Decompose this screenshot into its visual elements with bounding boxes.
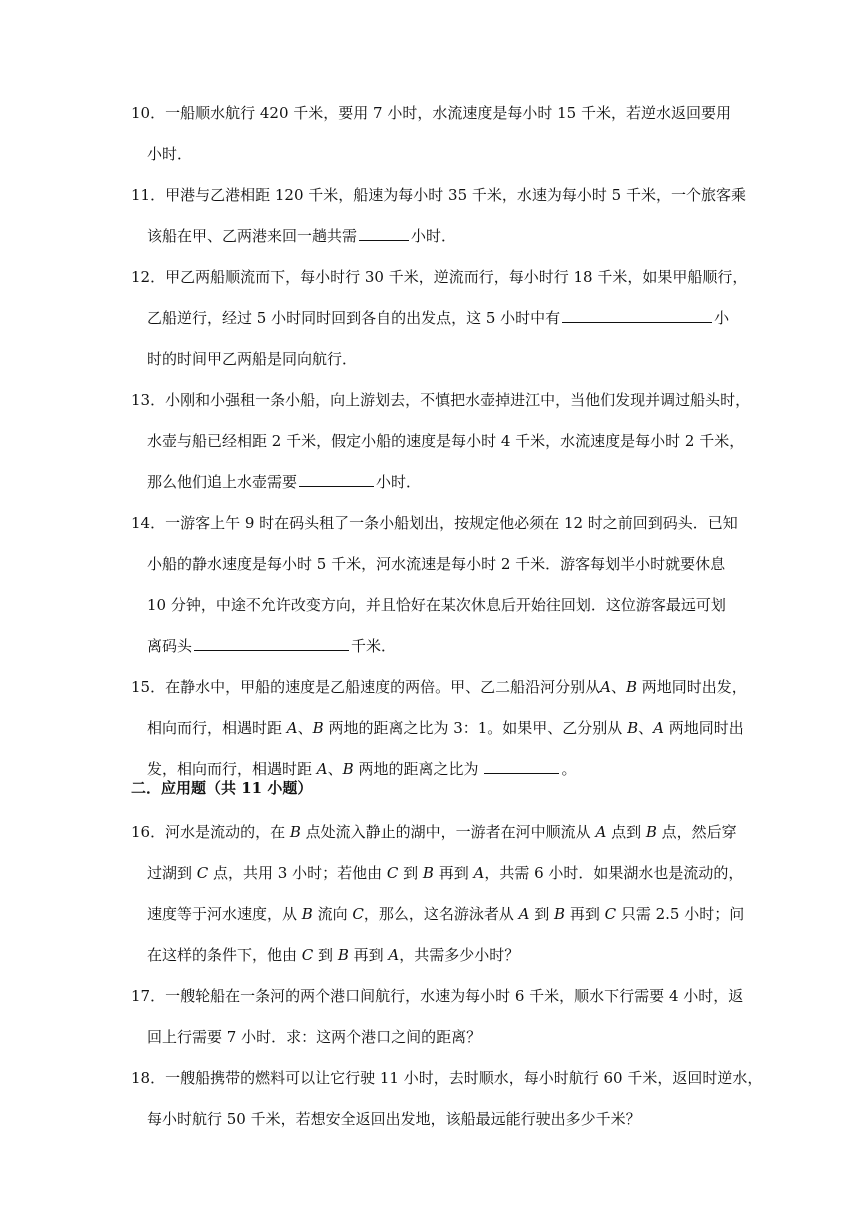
point-label: B <box>312 719 324 737</box>
question-text: 过湖到 <box>147 864 197 882</box>
point-label: B <box>422 864 434 882</box>
question-text: 在这样的条件下，他由 <box>147 946 302 964</box>
question-text: 点到 <box>606 823 646 841</box>
question-text: 、 <box>327 760 343 778</box>
question-text: 相向而行，相遇时距 <box>147 719 287 737</box>
point-label: B <box>625 678 637 696</box>
question-text: 小 <box>714 309 730 327</box>
point-label: B <box>289 823 301 841</box>
question-text: 乙船逆行，经过 5 小时同时回到各自的出发点，这 5 小时中有 <box>147 309 561 327</box>
question-18 <box>131 1058 763 1140</box>
question-text: 千米． <box>351 637 397 655</box>
question-text: 一游客上午 9 时在码头租了一条小船划出，按规定他必须在 12 时之前回到码头．已知 <box>165 514 738 532</box>
question-text: 那么他们追上水壶需要 <box>147 473 298 491</box>
question-text: 小刚和小强租一条小船，向上游划去，不慎把水壶掉进江中，当他们发现并调过船头时， <box>165 391 751 409</box>
answer-blank[interactable] <box>194 635 349 651</box>
point-label: B <box>645 823 657 841</box>
point-label: B <box>337 946 349 964</box>
question-14 <box>131 503 738 667</box>
question-text: 再到 <box>348 946 389 964</box>
question-number: 17． <box>131 987 166 1005</box>
question-text: 甲乙两船顺流而下，每小时行 30 千米，逆流而行，每小时行 18 千米，如果甲船顺行， <box>165 268 748 286</box>
point-label: B <box>301 905 313 923</box>
question-text: 到 <box>398 864 423 882</box>
point-label: A <box>286 719 298 737</box>
point-label: A <box>388 946 400 964</box>
point-label: A <box>653 719 664 737</box>
question-text: 点处流入静止的湖中，一游者在河中顺流从 <box>300 823 596 841</box>
question-text: 流向 <box>312 905 353 923</box>
question-text: 只需 2.5 小时；问 <box>616 905 745 923</box>
answer-blank[interactable] <box>359 225 409 241</box>
point-label: C <box>604 905 617 923</box>
question-13 <box>131 380 751 503</box>
point-label: C <box>386 864 399 882</box>
question-text: 发，相向而行，相遇时距 <box>147 760 317 778</box>
question-text: 再到 <box>433 864 474 882</box>
question-11 <box>131 175 746 257</box>
question-text: 该船在甲、乙两港来回一趟共需 <box>147 227 358 245</box>
question-number: 14． <box>131 514 166 532</box>
point-label: A <box>595 823 607 841</box>
question-number: 16． <box>131 823 166 841</box>
question-text: 河水是流动的，在 <box>165 823 290 841</box>
question-text: ，共需 6 小时．如果湖水也是流动的， <box>484 864 744 882</box>
point-label: B <box>342 760 354 778</box>
question-text: 回上行需要 7 小时．求：这两个港口之间的距离？ <box>147 1028 482 1046</box>
section-title: 二．应用题（共 11 小题） <box>131 779 313 797</box>
question-number: 12． <box>131 268 166 286</box>
question-number: 15． <box>131 678 166 696</box>
question-text: 点，然后穿 <box>656 823 737 841</box>
question-text: 两地的距离之比为 3：1。如果甲、乙分别从 <box>323 719 628 737</box>
question-text: 小时． <box>411 227 457 245</box>
question-text: 一艘轮船在一条河的两个港口间航行，水速为每小时 6 千米，顺水下行需要 4 小时，返 <box>165 987 744 1005</box>
question-16 <box>131 812 745 976</box>
question-text: ，那么，这名游泳者从 <box>363 905 519 923</box>
answer-blank[interactable] <box>562 307 712 323</box>
question-text: 10 分钟，中途不允许改变方向，并且恰好在某次休息后开始往回划．这位游客最远可划 <box>147 596 726 614</box>
question-text: 一艘船携带的燃料可以让它行驶 11 小时，去时顺水，每小时航行 60 千米，返回时逆水， <box>165 1069 763 1087</box>
question-text: 甲港与乙港相距 120 千米，船速为每小时 35 千米，水速为每小时 5 千米，一个旅客乘 <box>165 186 746 204</box>
point-label: A <box>600 678 611 696</box>
question-text: 时的时间甲乙两船是同向航行． <box>147 350 358 368</box>
question-text: 一船顺水航行 420 千米，要用 7 小时，水流速度是每小时 15 千米，若逆水返回要用 <box>165 104 731 122</box>
question-text: 、 <box>297 719 313 737</box>
point-label: A <box>518 905 530 923</box>
question-number: 10． <box>131 104 166 122</box>
answer-blank[interactable] <box>484 758 559 774</box>
question-text: ，共需多少小时？ <box>399 946 520 964</box>
question-text: 到 <box>529 905 555 923</box>
point-label: C <box>301 946 314 964</box>
question-text: 两地同时出发， <box>637 678 747 696</box>
question-text: 速度等于河水速度，从 <box>147 905 302 923</box>
point-label: A <box>316 760 328 778</box>
question-17 <box>131 976 744 1058</box>
point-label: C <box>196 864 209 882</box>
question-10 <box>131 93 731 175</box>
question-number: 13． <box>131 391 166 409</box>
answer-blank[interactable] <box>299 471 374 487</box>
question-text: 点，共用 3 小时；若他由 <box>208 864 387 882</box>
question-text: 、 <box>638 719 654 737</box>
question-text: 到 <box>313 946 338 964</box>
question-text: 小时． <box>376 473 422 491</box>
point-label: A <box>473 864 485 882</box>
question-text: 两地同时出 <box>663 719 744 737</box>
question-text: 离码头 <box>147 637 193 655</box>
question-text: 。 <box>561 760 577 778</box>
question-text: 在静水中，甲船的速度是乙船速度的两倍。甲、乙二船沿河分别从 <box>165 678 601 696</box>
question-12 <box>131 257 748 380</box>
question-number: 11． <box>131 186 166 204</box>
question-number: 18． <box>131 1069 166 1087</box>
question-text: 再到 <box>565 905 605 923</box>
question-text: 每小时航行 50 千米，若想安全返回出发地，该船最远能行驶出多少千米？ <box>147 1110 641 1128</box>
question-text: 小时． <box>147 145 193 163</box>
question-text: 水壶与船已经相距 2 千米，假定小船的速度是每小时 4 千米，水流速度是每小时 2 千米， <box>147 432 745 450</box>
point-label: B <box>627 719 639 737</box>
point-label: C <box>352 905 364 923</box>
point-label: B <box>554 905 566 923</box>
question-text: 两地的距离之比为 <box>353 760 479 778</box>
question-text: 、 <box>610 678 626 696</box>
question-text: 小船的静水速度是每小时 5 千米，河水流速是每小时 2 千米．游客每划半小时就要休息 <box>147 555 726 573</box>
